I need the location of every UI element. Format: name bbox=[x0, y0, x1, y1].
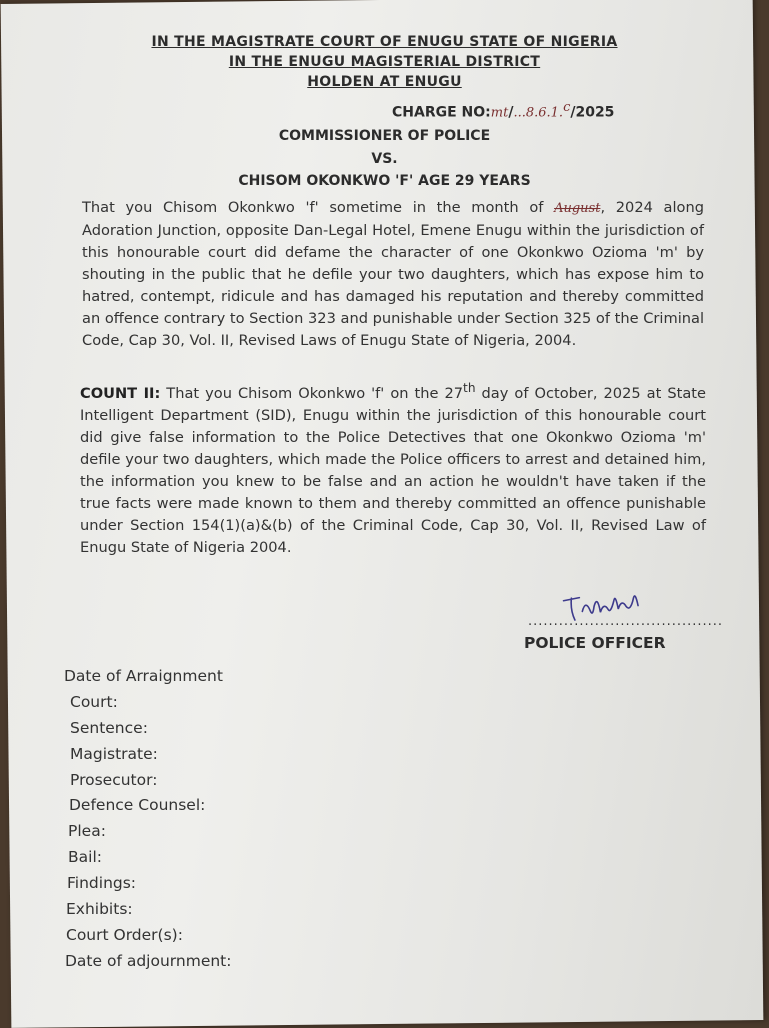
count-two-superscript: th bbox=[463, 381, 476, 395]
versus: VS. bbox=[371, 151, 398, 167]
count-one-struck-word: August bbox=[554, 201, 601, 216]
accused: CHISOM OKONKWO 'F' AGE 29 YEARS bbox=[238, 173, 531, 189]
holden-title: HOLDEN AT ENUGU bbox=[307, 74, 462, 90]
field-plea: Plea: bbox=[68, 822, 106, 841]
charge-suffix: c bbox=[563, 100, 571, 115]
court-title: IN THE MAGISTRATE COURT OF ENUGU STATE OF NIGERIA bbox=[151, 34, 618, 50]
count-two-text-before: That you Chisom Okonkwo 'f' on the 27 bbox=[160, 384, 464, 402]
charge-label: CHARGE NO: bbox=[392, 104, 491, 121]
police-officer-title: POLICE OFFICER bbox=[524, 634, 666, 652]
charge-year: /2025 bbox=[570, 104, 615, 121]
district-title: IN THE ENUGU MAGISTERIAL DISTRICT bbox=[228, 54, 541, 70]
field-sentence: Sentence: bbox=[70, 718, 148, 737]
count-two-text-after: day of October, 2025 at State Intelligent Department (SID), Enugu within the jurisdiction of this honourable court did give false information to the Police Detectives that one Okonkwo Ozioma 'm' defile your two daughters, which made the Police officers to arrest and detained him, the information you knew to be false and an action he wouldn't have taken if the true facts were made known to them and thereby committed an offence punishable under Section 154(1)(a)&(b) of the Criminal Code, Cap 30, Vol. II, Revised Law of Enugu State of Nigeria 2004. bbox=[80, 384, 706, 556]
court-record-fields bbox=[64, 664, 231, 975]
field-bail: Bail: bbox=[68, 848, 102, 867]
charge-separator: / bbox=[508, 104, 514, 121]
charge-handwritten-prefix: mt bbox=[490, 105, 509, 121]
field-exhibits: Exhibits: bbox=[66, 900, 133, 919]
field-magistrate: Magistrate: bbox=[70, 744, 158, 763]
field-date-of-adjournment: Date of adjournment: bbox=[65, 951, 232, 970]
field-defence-counsel: Defence Counsel: bbox=[69, 796, 206, 815]
count-two-label: COUNT II: bbox=[80, 384, 161, 402]
charge-handwritten-number: ...8.6.1. bbox=[513, 105, 564, 121]
complainant: COMMISSIONER OF POLICE bbox=[278, 128, 491, 144]
field-date-of-arraignment: Date of Arraignment bbox=[64, 667, 223, 685]
field-findings: Findings: bbox=[67, 874, 137, 893]
field-court-orders: Court Order(s): bbox=[66, 925, 183, 944]
signature-line: ...................................... bbox=[528, 614, 724, 629]
charge-number bbox=[392, 100, 614, 121]
count-one-text-before: That you Chisom Okonkwo 'f' sometime in the month of bbox=[82, 199, 555, 216]
count-two-paragraph bbox=[80, 377, 706, 559]
field-court: Court: bbox=[70, 692, 118, 711]
field-prosecutor: Prosecutor: bbox=[70, 770, 158, 789]
count-one-paragraph bbox=[82, 197, 704, 352]
count-one-text-after: , 2024 along Adoration Junction, opposite Dan-Legal Hotel, Emene Enugu within the jurisdiction of this honourable court did defame the character of one Okonkwo Ozioma 'm' by shouting in the public that he defile your two daughters, which has expose him to hatred, contempt, ridicule and has damaged his reputation and thereby committed an offence contrary to Section 323 and punishable under Section 325 of the Criminal Code, Cap 30, Vol. II, Revised Laws of Enugu State of Nigeria, 2004. bbox=[82, 199, 705, 349]
